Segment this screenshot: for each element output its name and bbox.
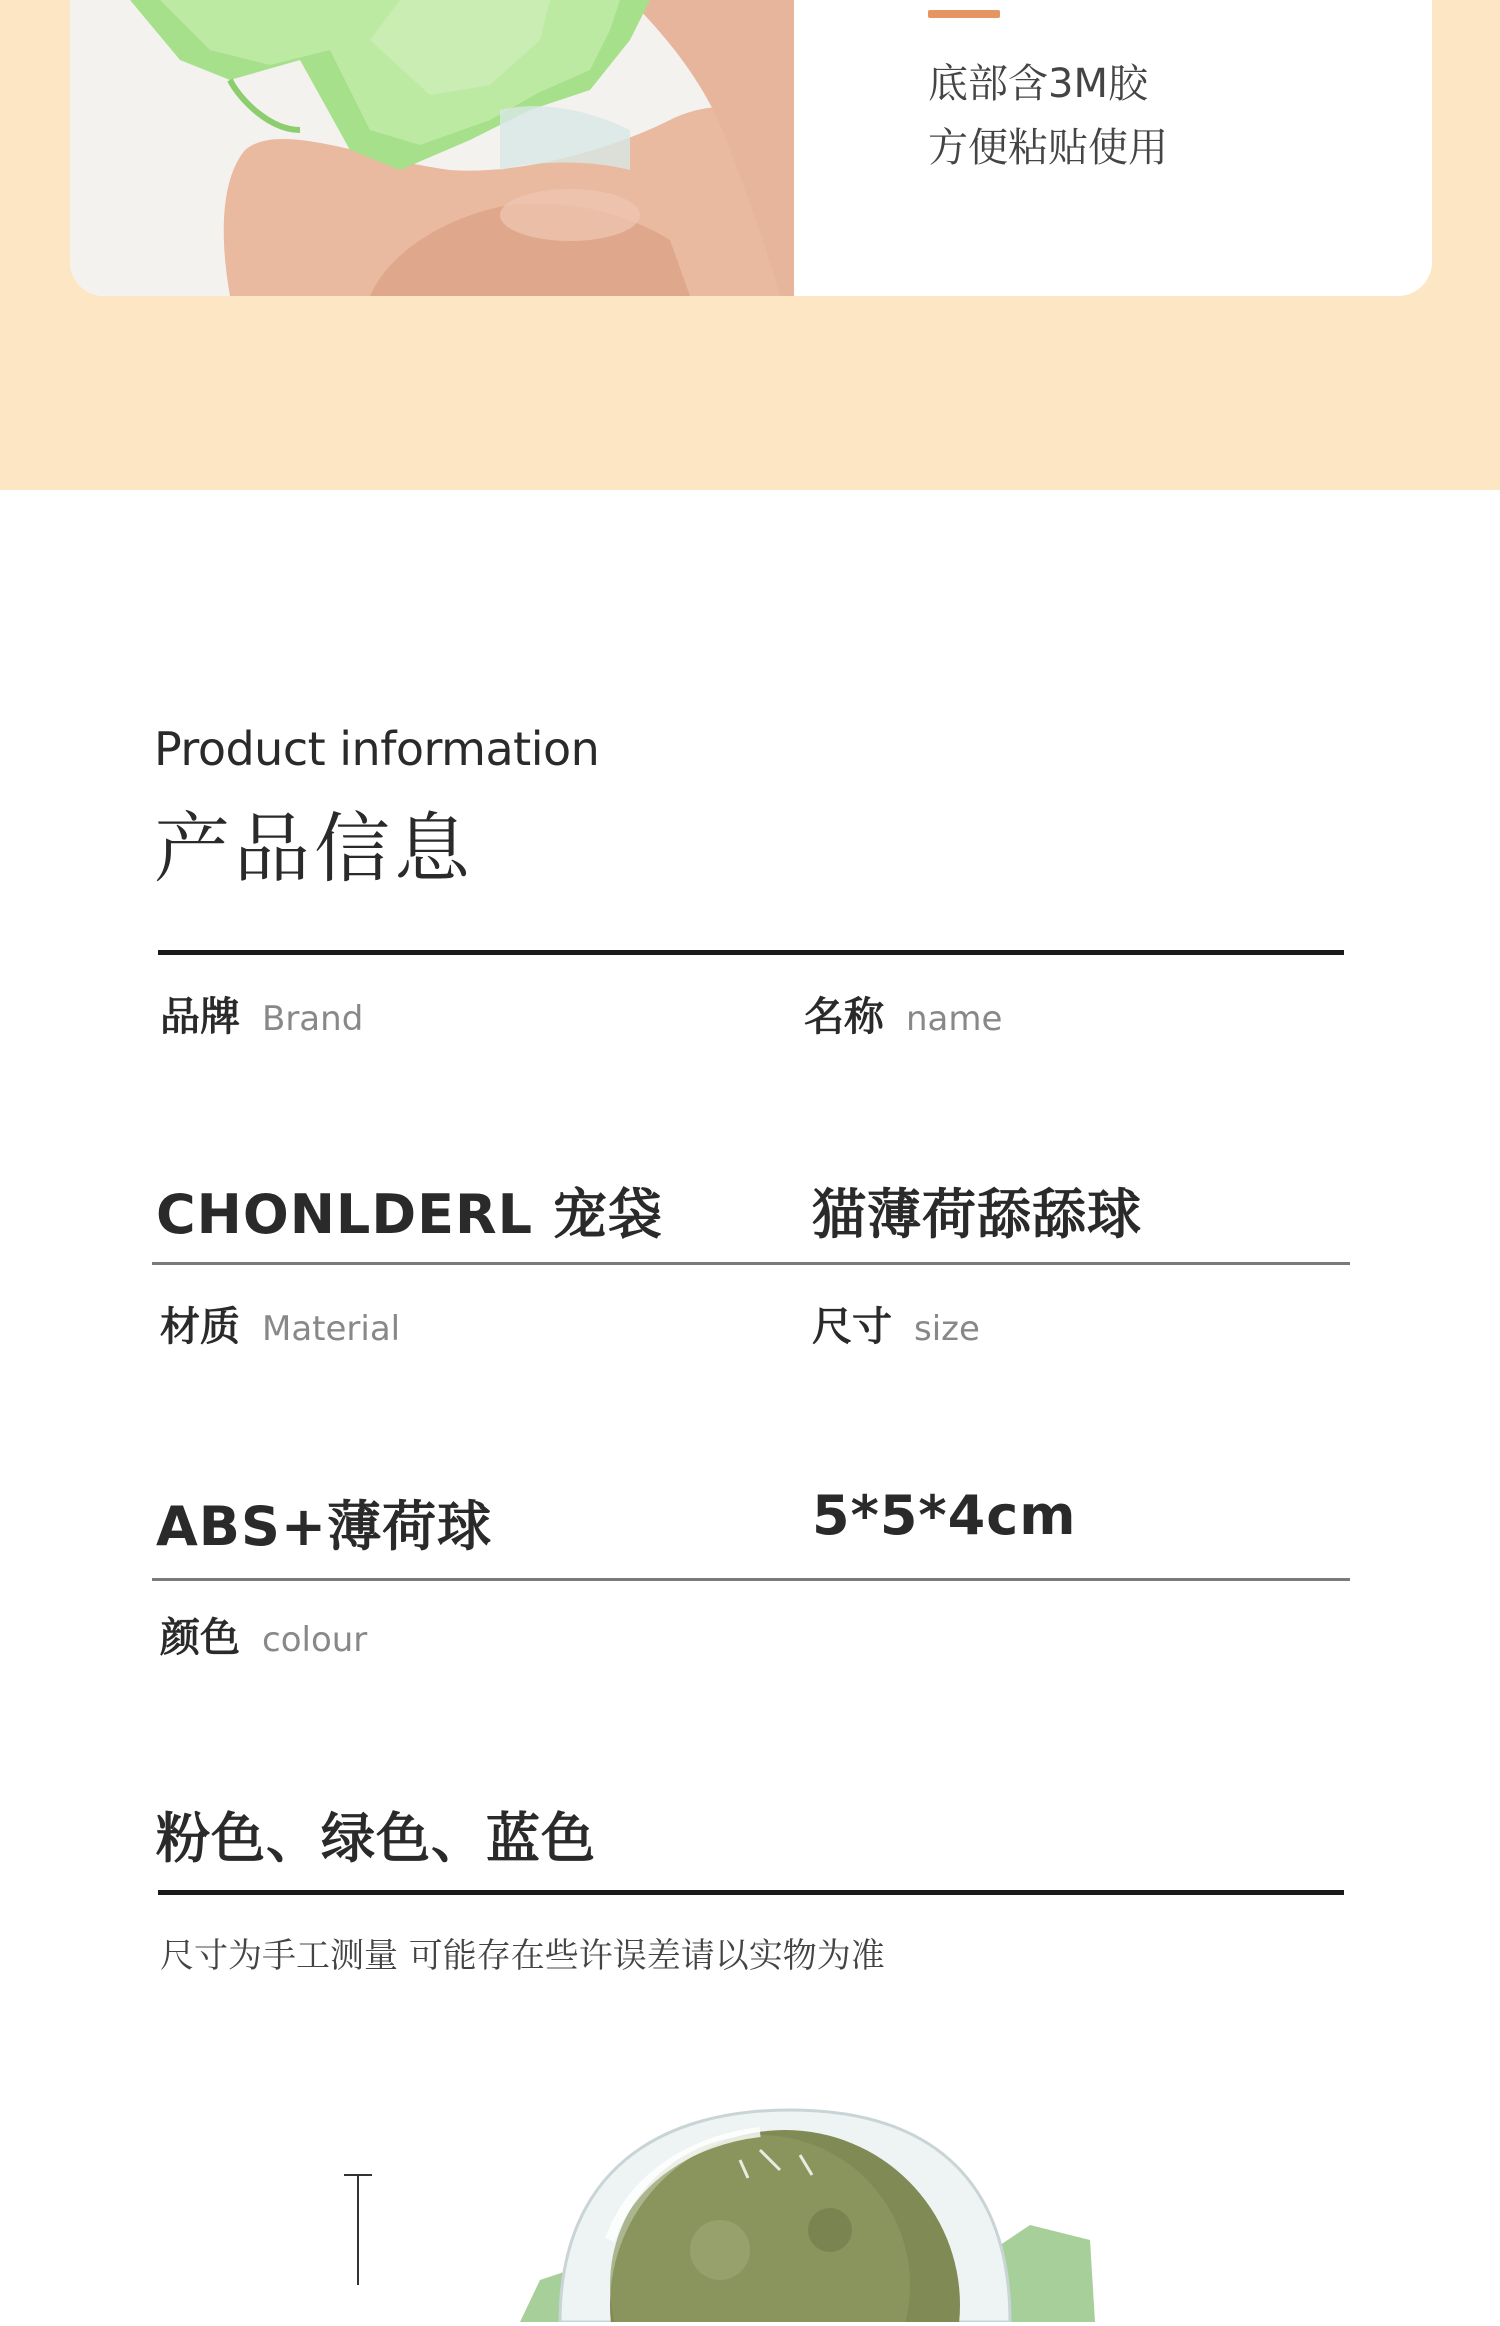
colour-label-en: colour [262, 1620, 368, 1660]
name-label-zh: 名称 [804, 994, 884, 1040]
section-title-en: Product information [154, 722, 600, 776]
material-label-en: Material [262, 1309, 401, 1349]
material-label [160, 1295, 400, 1352]
product-in-hand-photo [70, 0, 794, 296]
accent-bar [928, 10, 1000, 18]
top-peach-band [0, 0, 1500, 490]
size-label [812, 1295, 980, 1352]
feature-line-2: 方便粘贴使用 [928, 125, 1168, 171]
row-divider-1 [152, 1262, 1350, 1265]
row-divider-2 [152, 1578, 1350, 1581]
brand-value: CHONLDERL 宠袋 [156, 1183, 663, 1246]
name-label-en: name [906, 999, 1003, 1039]
name-label [804, 985, 1002, 1042]
size-label-en: size [914, 1309, 980, 1349]
feature-description [928, 52, 1348, 180]
measurement-note: 尺寸为手工测量 可能存在些许误差请以实物为准 [160, 1936, 885, 1976]
size-label-zh: 尺寸 [812, 1304, 892, 1350]
material-label-zh: 材质 [160, 1304, 240, 1350]
table-bottom-divider [158, 1890, 1344, 1895]
name-value: 猫薄荷舔舔球 [812, 1183, 1142, 1246]
brand-label-zh: 品牌 [160, 994, 240, 1040]
colour-label [160, 1606, 367, 1663]
brand-label [160, 985, 363, 1042]
colour-value: 粉色、绿色、蓝色 [156, 1807, 596, 1870]
material-value: ABS+薄荷球 [156, 1495, 493, 1558]
feature-card [70, 0, 1432, 296]
catnip-ball-photo [0, 2060, 1500, 2322]
colour-label-zh: 颜色 [160, 1615, 240, 1661]
section-title-zh: 产品信息 [154, 804, 474, 893]
table-top-divider [158, 950, 1344, 955]
brand-label-en: Brand [262, 999, 364, 1039]
size-value: 5*5*4cm [812, 1484, 1077, 1547]
feature-line-1: 底部含3M胶 [928, 61, 1148, 107]
